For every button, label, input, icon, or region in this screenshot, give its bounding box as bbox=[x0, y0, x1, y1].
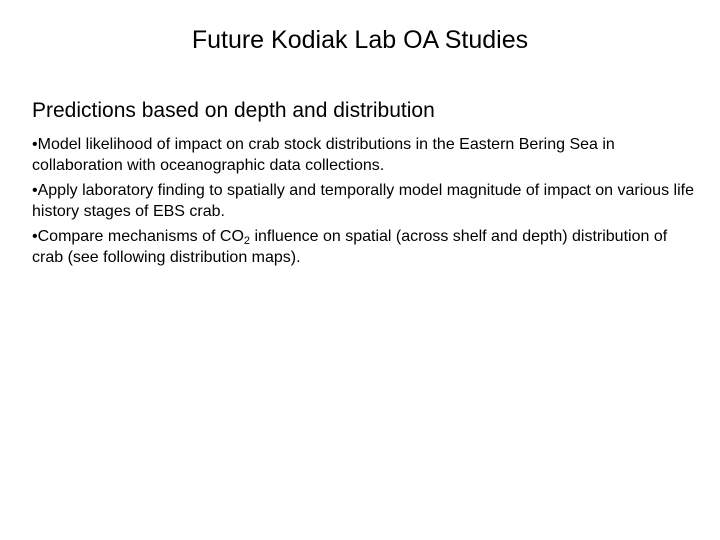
bullet-item-model-likelihood bbox=[32, 134, 696, 176]
bullet-item-apply-laboratory bbox=[32, 180, 696, 222]
bullet-marker: • bbox=[32, 136, 38, 153]
bullet-list bbox=[32, 134, 696, 268]
slide-title: Future Kodiak Lab OA Studies bbox=[191, 26, 529, 54]
bullet-item-compare-mechanisms bbox=[32, 226, 696, 268]
bullet-text: Model likelihood of impact on crab stock distributions in the Eastern Bering Sea in collaboration with oceanographic data collections. bbox=[32, 136, 615, 174]
subscript-two: 2 bbox=[243, 235, 251, 247]
bullet-marker: • bbox=[32, 228, 38, 245]
slide-content bbox=[32, 98, 696, 272]
bullet-text: Apply laboratory finding to spatially and temporally model magnitude of impact on various life history stages of EBS crab. bbox=[32, 182, 694, 220]
bullet-text-before: Compare mechanisms of CO bbox=[37, 228, 244, 245]
bullet-marker: • bbox=[32, 182, 38, 199]
slide-subtitle: Predictions based on depth and distribution bbox=[32, 99, 435, 122]
bullet-text-after: influence on spatial (across shelf and depth) distribution of crab (see following distribution maps). bbox=[32, 228, 668, 266]
